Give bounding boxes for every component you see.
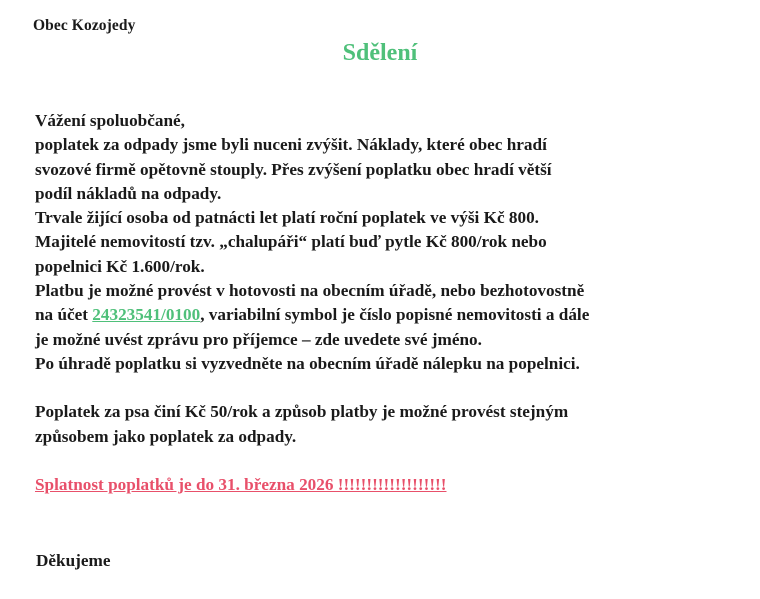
paragraph-line: poplatek za odpady jsme byli nuceni zvýšit. Náklady, které obec hradí (35, 135, 547, 155)
paragraph-line: Poplatek za psa činí Kč 50/rok a způsob platby je možné provést stejným (35, 402, 569, 422)
paragraph-line: Majitelé nemovitostí tzv. „chalupáři“ platí buď pytle Kč 800/rok nebo (35, 232, 547, 252)
closing-text: Děkujeme (36, 551, 111, 570)
spacer (35, 376, 750, 400)
text-segment: , variabilní symbol je číslo popisné nemovitosti a dále (200, 305, 590, 325)
paragraph-line: Platbu je možné provést v hotovosti na obecním úřadě, nebo bezhotovostně (35, 281, 585, 301)
paragraph-line: je možné uvést zprávu pro příjemce – zde uvedete své jméno. (35, 329, 482, 349)
paragraph-line: Po úhradě poplatku si vyzvedněte na obecním úřadě nálepku na popelnici. (35, 353, 580, 373)
salutation: Vážení spoluobčané, (35, 111, 185, 130)
paragraph-line: svozové firmě opětovně stouply. Přes zvýšení poplatku obec hradí větší (35, 159, 552, 179)
account-number-link[interactable]: 24323541/0100 (92, 305, 201, 325)
page-title: Sdělení (342, 40, 418, 66)
paragraph-line (35, 303, 750, 327)
letter-body (35, 109, 750, 497)
spacer (35, 449, 750, 473)
sender-name: Obec Kozojedy (33, 17, 136, 34)
text-segment: na účet (35, 305, 93, 325)
deadline-text: Splatnost poplatků je do 31. března 2026 !!!!!!!!!!!!!!!!!!! (35, 474, 447, 494)
deadline-notice (35, 473, 750, 497)
paragraph-line: popelnici Kč 1.600/rok. (35, 256, 205, 276)
paragraph-line: způsobem jako poplatek za odpady. (35, 426, 297, 446)
paragraph-line: podíl nákladů na odpady. (35, 183, 222, 203)
paragraph-line: Trvale žijící osoba od patnácti let platí roční poplatek ve výši Kč 800. (35, 208, 539, 228)
